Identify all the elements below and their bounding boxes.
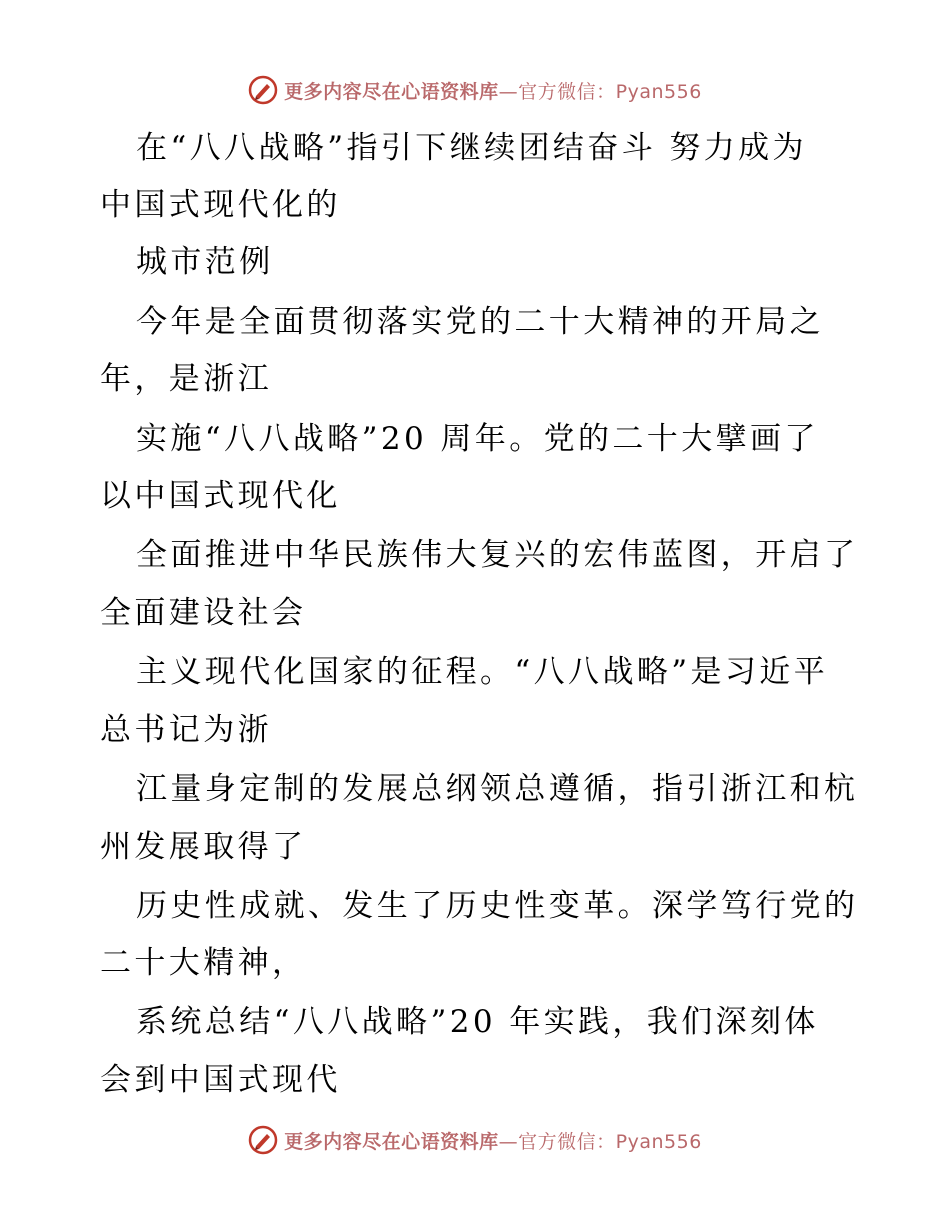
footer-watermark [0, 1122, 950, 1158]
paragraph-line: 年，是浙江 [100, 361, 272, 397]
paragraph-line: 实施“八八战略”20 周年。党的二十大擘画了 [136, 421, 819, 457]
paragraph-line: 今年是全面贯彻落实党的二十大精神的开局之 [136, 304, 824, 340]
paragraph-line: 总书记为浙 [100, 712, 272, 748]
watermark-contact: —官方微信：Pyan556 [498, 1130, 702, 1153]
paragraph-line: 在“八八战略”指引下继续团结奋斗 努力成为 [136, 130, 807, 166]
paragraph-line: 以中国式现代化 [100, 478, 341, 514]
watermark-contact: —官方微信：Pyan556 [498, 80, 702, 103]
paragraph-line: 州发展取得了 [100, 829, 307, 865]
paragraph-line: 城市范例 [136, 244, 274, 280]
paragraph-line: 中国式现代化的 [100, 187, 341, 223]
paragraph-line: 历史性成就、发生了历史性变革。深学笃行党的 [136, 888, 859, 924]
paragraph-line: 会到中国式现代 [100, 1062, 341, 1098]
paragraph-line: 全面推进中华民族伟大复兴的宏伟蓝图，开启了 [136, 537, 859, 573]
paragraph-line: 二十大精神， [100, 945, 307, 981]
paragraph-line: 江量身定制的发展总纲领总遵循，指引浙江和杭 [136, 771, 859, 807]
watermark-brand: 更多内容尽在心语资料库 [284, 80, 499, 103]
pen-logo-icon [248, 1125, 278, 1155]
watermark-brand: 更多内容尽在心语资料库 [284, 1130, 499, 1153]
paragraph-line: 全面建设社会 [100, 595, 307, 631]
watermark-text [284, 1127, 702, 1154]
paragraph-line: 系统总结“八八战略”20 年实践，我们深刻体 [136, 1004, 819, 1040]
paragraph-line: 主义现代化国家的征程。“八八战略”是习近平 [136, 654, 829, 690]
